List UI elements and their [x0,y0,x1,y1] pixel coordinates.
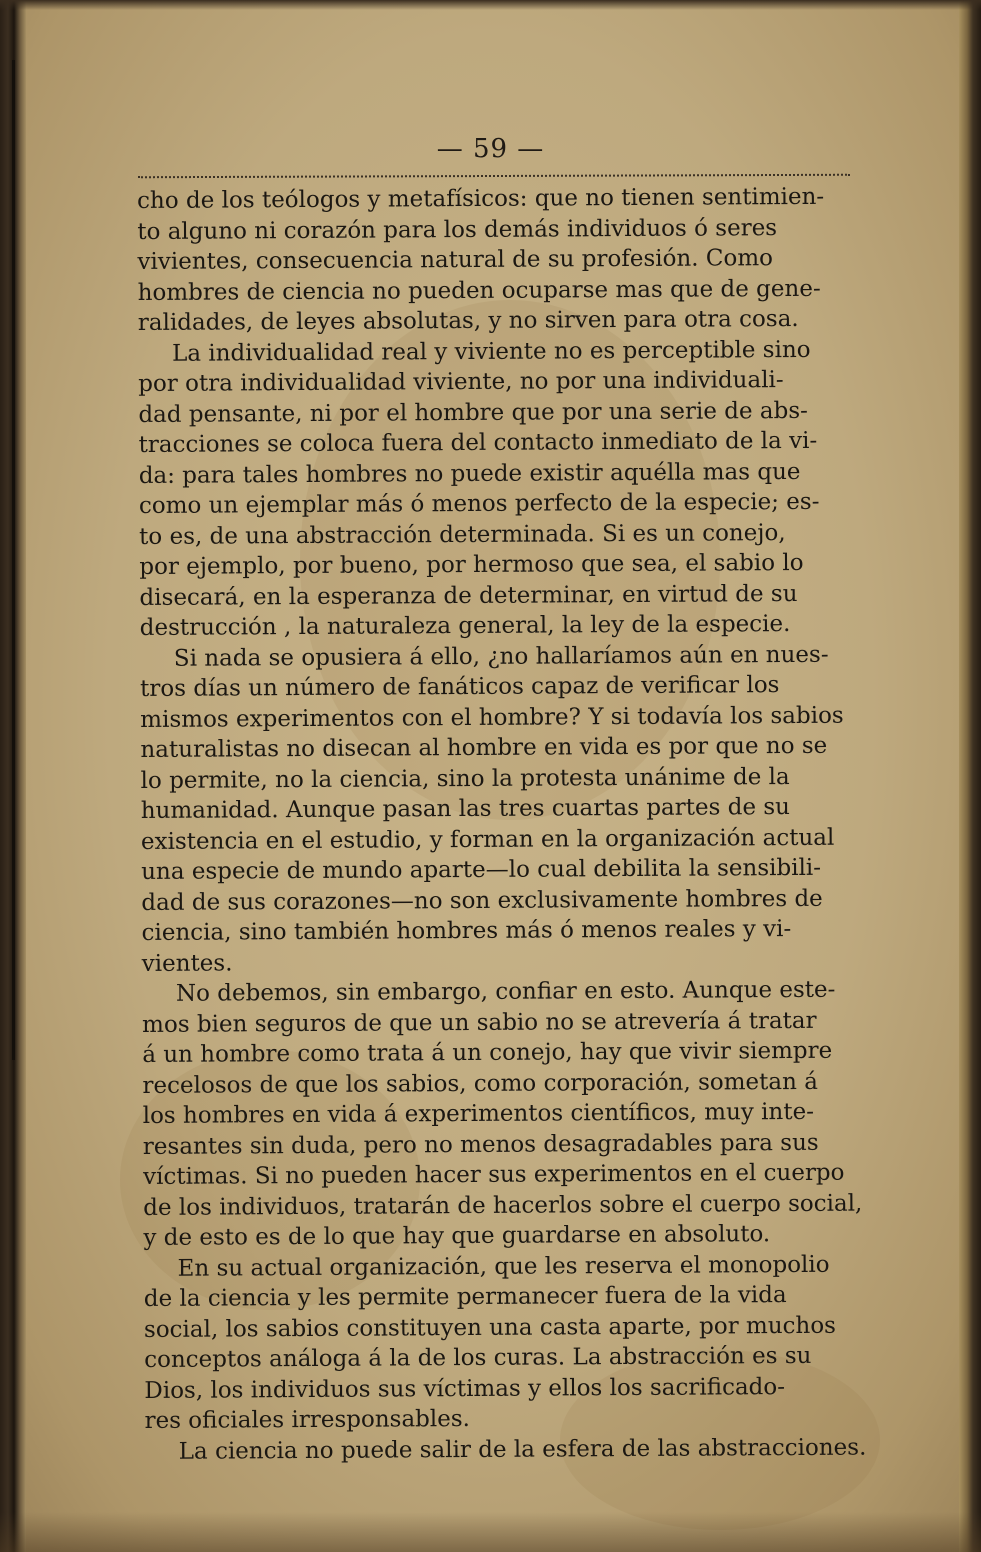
text-line: á un hombre como trata á un conejo, hay que vivir siempre [142,1037,833,1068]
text-line: da: para tales hombres no puede existir aquélla mas que [138,458,801,489]
text-line: existencia en el estudio, y forman en la organización actual [140,824,835,855]
text-line: lo permite, no la ciencia, sino la protesta unánime de la [140,763,790,794]
text-line: No debemos, sin embargo, confiar en esto. Aunque este- [175,976,836,1007]
text-line: La individualidad real y viviente no es perceptible sino [171,336,811,367]
page-top-edge [0,0,981,10]
text-line: y de esto es de lo que hay que guardarse en absoluto. [143,1221,771,1251]
text-line: tros días un número de fanáticos capaz de verificar los [139,672,780,702]
page-right-edge [959,0,981,1552]
text-line: vientes. [141,949,233,977]
text-line: por otra individualidad viviente, no por una individuali- [138,367,784,397]
text-line: dad pensante, ni por el hombre que por una serie de abs- [138,397,808,428]
text-line: naturalistas no disecan al hombre en vida es por que no se [140,732,828,763]
text-line: social, los sabios constituyen una casta aparte, por muchos [143,1312,837,1343]
text-line: res oficiales irresponsables. [144,1405,471,1434]
text-line: recelosos de que los sabios, como corporación, sometan á [142,1068,818,1099]
body-text [137,181,885,1466]
text-line: por ejemplo, por bueno, por hermoso que sea, el sabio lo [139,549,804,580]
text-line: to alguno ni corazón para los demás individuos ó seres [137,214,778,245]
text-line: mismos experimentos con el hombre? Y si todavía los sabios [140,702,844,733]
page-bottom-shadow [0,1512,981,1552]
text-line: ciencia, sino también hombres más ó menos reales y vi- [141,916,792,946]
text-line: Dios, los individuos sus víctimas y ellos los sacrificado- [144,1373,786,1404]
text-line: víctimas. Si no pueden hacer sus experimentos en el cuerpo [142,1159,845,1190]
page-number: — 59 — [436,134,545,164]
text-line: de los individuos, tratarán de hacerlos sobre el cuerpo social, [143,1190,863,1221]
text-line: dad de sus corazones—no son exclusivamente hombres de [141,885,823,916]
text-line: disecará, en la esperanza de determinar, en virtud de su [139,580,798,611]
text-line: vivientes, consecuencia natural de su profesión. Como [137,245,774,275]
binding-shadow-line [12,60,15,1060]
text-line: hombres de ciencia no pueden ocuparse mas que de gene- [137,275,821,306]
text-line: La ciencia no puede salir de la esfera de las abstracciones. [178,1434,867,1465]
text-line: los hombres en vida á experimentos científicos, muy inte- [142,1098,815,1129]
text-line: Si nada se opusiera á ello, ¿no hallaríamos aún en nues- [173,641,829,672]
header-dotted-rule [138,174,850,178]
text-line: una especie de mundo aparte—lo cual debilita la sensibili- [141,854,822,885]
text-line: conceptos análoga á la de los curas. La abstracción es su [144,1342,812,1373]
text-line: tracciones se coloca fuera del contacto inmediato de la vi- [138,427,818,458]
text-line: humanidad. Aunque pasan las tres cuartas partes de su [140,794,791,824]
text-line: como un ejemplar más ó menos perfecto de la especie; es- [138,488,820,519]
text-line: resantes sin duda, pero no menos desagradables para sus [142,1129,819,1160]
text-line: cho de los teólogos y metafísicos: que no tienen sentimien- [137,183,825,214]
text-line: En su actual organización, que les reserva el monopolio [177,1251,830,1282]
text-line: to es, de una abstracción determinada. Si es un conejo, [139,519,786,550]
text-line: mos bien seguros de que un sabio no se atrevería á tratar [142,1007,817,1038]
text-line: destrucción , la naturaleza general, la ley de la especie. [139,611,791,641]
text-line: de la ciencia y les permite permanecer fuera de la vida [143,1282,787,1312]
text-line: ralidades, de leyes absolutas, y no sirven para otra cosa. [137,305,799,336]
